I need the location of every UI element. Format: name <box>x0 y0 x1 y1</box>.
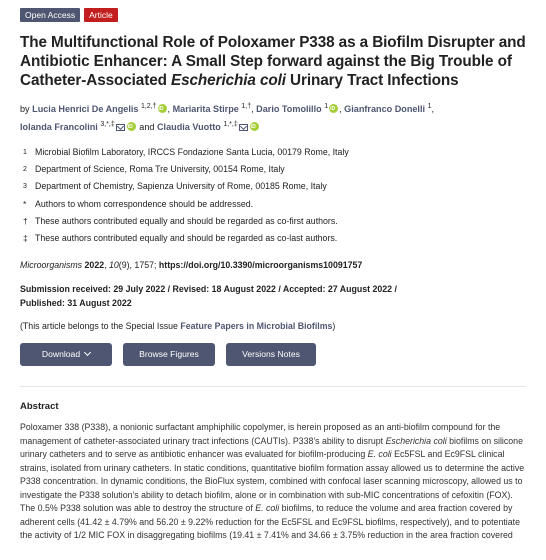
special-issue-link[interactable]: Feature Papers in Microbial Biofilms <box>180 321 333 332</box>
author-link[interactable]: Mariarita Stirpe <box>172 104 239 115</box>
orcid-icon[interactable] <box>250 122 259 131</box>
by-label: by <box>20 104 33 115</box>
author-link[interactable]: Dario Tomolillo <box>256 104 322 115</box>
citation-issue: (9), 1757; <box>118 260 159 271</box>
abstract-text <box>20 421 526 543</box>
orcid-icon[interactable] <box>127 122 136 131</box>
dates-line-2: Published: 31 August 2022 <box>20 298 132 309</box>
action-buttons <box>20 343 526 366</box>
author-sup: 1,2,† <box>140 103 157 110</box>
affiliation-text: Microbial Biofilm Laboratory, IRCCS Fondazione Santa Lucia, 00179 Rome, Italy <box>35 147 349 158</box>
author-sup: 1,† <box>241 103 252 110</box>
author-sup: 1 <box>324 103 329 110</box>
dates-line-1: Submission received: 29 July 2022 / Revised: 18 August 2022 / Accepted: 27 August 2022 / <box>20 284 397 295</box>
author-list: by Lucia Henrici De Angelis $^{1,2,\dagger}$iD , Mariarita Stirpe $^{1,\dagger}$, Dario Tomolillo $^1$iD , Gianfranco Donelli $^1$, Iolanda Francolini $^{3,*,\ddagger}$iD and Claudia Vuotto $^{1,*,\ddagger}$iD <box>20 99 526 135</box>
versions-notes-button[interactable]: Versions Notes <box>226 343 316 366</box>
title-text-1: The Multifunctional Role of Poloxamer P338 as a Biofilm Disrupter and Antibiotic Enhancer: A Small Step forward against the Big Trouble of Catheter-Associated <box>20 34 526 89</box>
affiliation-mark: 1 <box>23 149 27 157</box>
affiliation-text: Authors to whom correspondence should be addressed. <box>35 198 254 209</box>
special-issue-note <box>20 319 526 333</box>
open-access-badge[interactable]: Open Access <box>20 8 80 22</box>
abstract-italic: E. coli <box>255 503 280 514</box>
download-button[interactable] <box>20 343 112 366</box>
orcid-icon[interactable] <box>158 104 167 113</box>
abstract-part: Poloxamer 338 (P338), a nonionic surfactant amphiphilic copolymer, is herein proposed as an anti-biofilm compound for the management of catheter-associated urinary tract infections (CAUTIs). P338’s ability to disrupt <box>20 422 501 446</box>
publication-dates <box>20 282 526 310</box>
browse-figures-button[interactable]: Browse Figures <box>123 343 215 366</box>
download-label: Download <box>41 349 81 360</box>
title-text-2: Urinary Tract Infections <box>285 72 459 89</box>
journal-name: Microorganisms <box>20 260 83 271</box>
affiliation-text: Department of Chemistry, Sapienza University of Rome, 00185 Rome, Italy <box>35 181 327 192</box>
mail-icon[interactable] <box>116 124 125 131</box>
article-title <box>20 33 526 90</box>
affiliation-mark: 3 <box>23 183 27 191</box>
section-divider <box>20 386 526 387</box>
citation-volume: 10 <box>109 260 119 271</box>
affiliation-item <box>20 178 526 195</box>
author-link[interactable]: Iolanda Francolini <box>20 122 98 133</box>
author-sup: 3,*,‡ <box>100 121 115 129</box>
badge-row <box>20 8 526 22</box>
affiliation-item <box>20 161 526 178</box>
author-link[interactable]: Lucia Henrici De Angelis <box>32 104 139 115</box>
abstract-part: biofilms, to reduce the volume and area fraction covered by adherent cells (41.42 ± 4.79% and 56.20 ± 9.22% reduction for the Ec5FSL and Ec9FSL biofilms, respectively), and to potentiate the activity of 1/2 MIC FOX in disaggregating biofilms (19.41 ± 7.41% and 34.66 ± 3.75% reduction in the area fraction covered <box>20 503 520 541</box>
affiliation-item <box>20 213 526 230</box>
abstract-heading: Abstract <box>20 401 59 413</box>
special-issue-prefix: (This article belongs to the Special Issue <box>20 321 181 332</box>
affiliation-item <box>20 196 526 213</box>
author-sup: 1 <box>427 103 432 110</box>
affiliation-mark: † <box>23 215 28 226</box>
author-link[interactable]: Gianfranco Donelli <box>344 104 426 115</box>
abstract-italic: E. coli <box>367 449 392 460</box>
affiliation-mark: ‡ <box>23 233 28 244</box>
doi-link[interactable]: https://doi.org/10.3390/microorganisms10091757 <box>158 260 363 271</box>
article-type-badge: Article <box>84 8 118 22</box>
author-sup: 1,*,‡ <box>223 121 238 129</box>
abstract-italic: Escherichia coli <box>385 435 447 446</box>
chevron-down-icon <box>84 349 91 356</box>
title-italic: Escherichia coli <box>171 72 286 89</box>
special-issue-suffix: ) <box>332 321 336 332</box>
affiliation-text: These authors contributed equally and should be regarded as co-last authors. <box>35 233 338 244</box>
abstract-part: biofilms on silicone urinary catheters and to serve as antibiotic enhancer was evaluated for biofilm-producing <box>20 435 523 460</box>
citation: Microorganisms 2022, 10(9), 1757; https://doi.org/10.3390/microorganisms10091757 <box>20 260 363 271</box>
affiliation-mark: 2 <box>23 166 27 174</box>
affiliation-text: These authors contributed equally and should be regarded as co-first authors. <box>35 215 338 226</box>
abstract-part: Ec5FSL and Ec9FSL clinical strains, isolated from urinary catheters. In static conditions, quantitative biofilm formation assay allowed us to determine the active P338 concentration. In dynamic conditions, the BioFlux system, combined with confocal laser scanning microscopy, allowed us to investigate the P338 solution’s ability to detach biofilm, alone or in combination with sub-MIC concentrations of cefoxitin (FOX). The 0.5% P338 solution was able to destroy the structure of <box>20 449 525 514</box>
affiliations <box>20 144 526 247</box>
author-link[interactable]: Claudia Vuotto <box>156 122 221 133</box>
citation-year: 2022 <box>82 260 105 271</box>
and-label: and <box>136 122 157 133</box>
affiliation-mark: * <box>23 198 27 209</box>
affiliation-text: Department of Science, Roma Tre University, 00154 Rome, Italy <box>35 164 285 175</box>
orcid-icon[interactable] <box>329 104 338 113</box>
mail-icon[interactable] <box>239 124 248 131</box>
affiliation-item <box>20 144 526 161</box>
affiliation-item <box>20 230 526 247</box>
